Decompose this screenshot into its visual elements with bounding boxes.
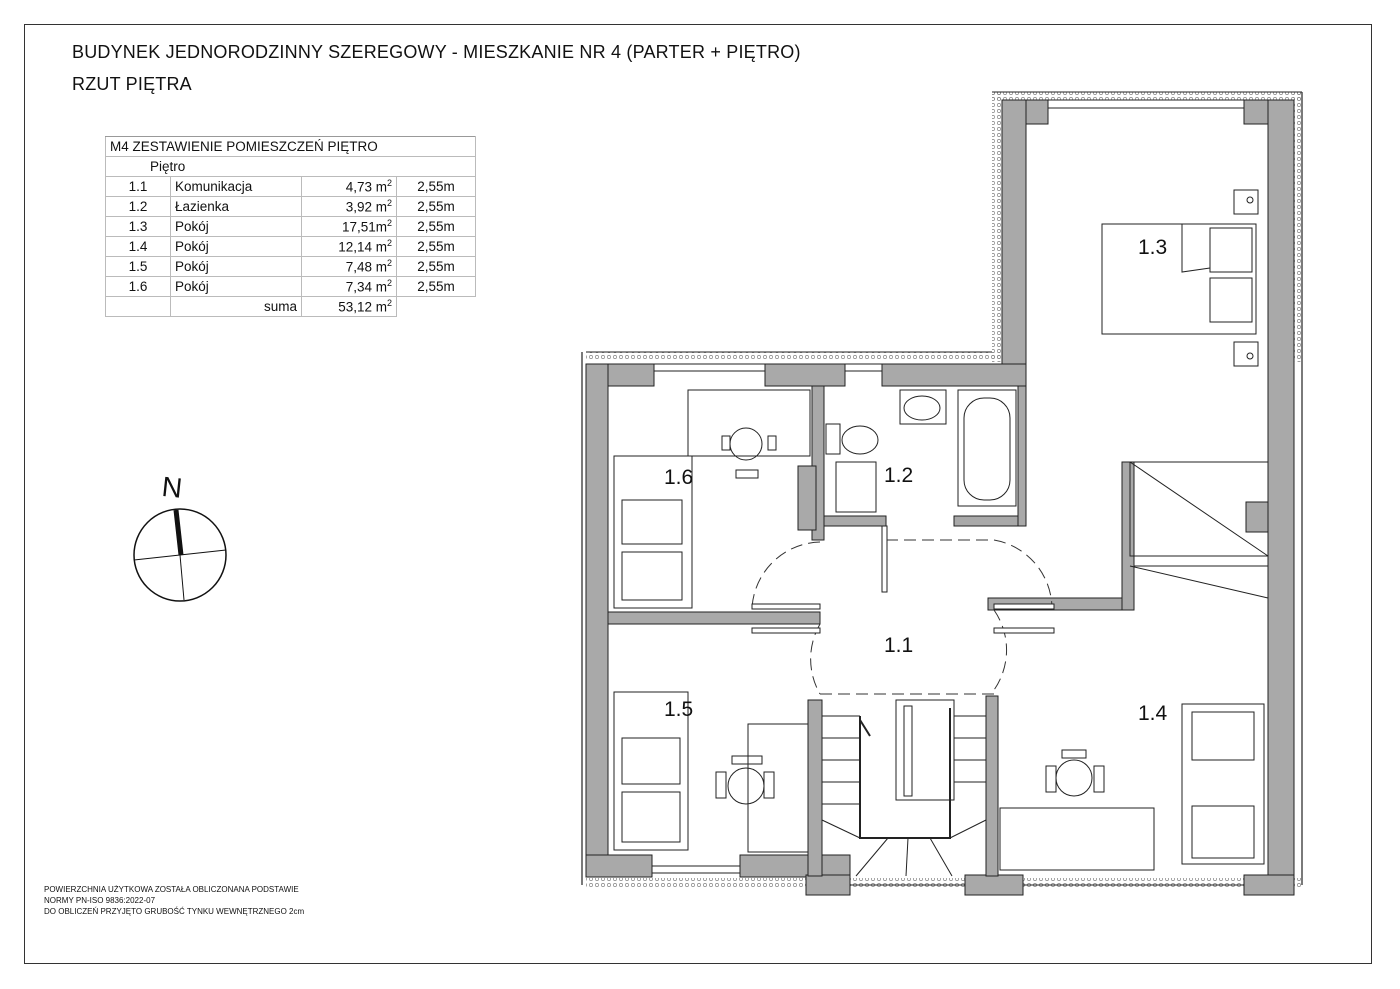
note-line: DO OBLICZEŃ PRZYJĘTO GRUBOŚĆ TYNKU WEWNĘTRZNEGO 2cm [44,907,305,916]
room-height: 2,55m [397,277,476,297]
room-name: Komunikacja [171,177,302,197]
room-number: 1.3 [106,217,171,237]
room-number: 1.4 [106,237,171,257]
room-area: 4,73 $m^2$ [302,177,397,197]
compass-needle [176,510,181,555]
room-label-1-1: 1.1 [884,634,914,657]
compass [134,471,226,601]
room-name: Pokój [171,257,302,277]
stairs [822,700,986,876]
schedule-title: M4 ZESTAWIENIE POMIESZCZEŃ PIĘTRO [106,137,476,157]
sum-value: 53,12 $m^2$ [302,297,397,317]
room-number: 1.2 [106,197,171,217]
room-label-1-6: 1.6 [664,466,694,489]
room-name: Pokój [171,237,302,257]
room-area: $17,51m^2$ [302,217,397,237]
room-number: 1.1 [106,177,171,197]
insulation [586,352,1000,361]
room-height: 2,55m [397,177,476,197]
insulation [992,92,1001,362]
room-label-1-3: 1.3 [1138,236,1168,259]
insulation [992,92,1302,100]
room-number: 1.5 [106,257,171,277]
drawing-title: BUDYNEK JEDNORODZINNY SZEREGOWY - MIESZKANIE NR 4 (PARTER + PIĘTRO) [72,42,801,62]
room-height: 2,55m [397,237,476,257]
note-line: POWIERZCHNIA UŻYTKOWA ZOSTAŁA OBLICZONANA PODSTAWIE [44,885,299,894]
room-name: Pokój [171,277,302,297]
area-calculation-note [44,884,304,917]
insulation [586,878,1302,887]
sum-label: suma [171,297,302,317]
schedule-level: Piętro [106,157,476,177]
compass-north-label: N [160,470,184,504]
room-area: 7,48 $m^2$ [302,257,397,277]
room-height: 2,55m [397,217,476,237]
note-line: NORMY PN-ISO 9836:2022-07 [44,896,156,905]
bed [1102,224,1256,334]
drawing-subtitle: RZUT PIĘTRA [72,74,192,94]
room-label-1-5: 1.5 [664,698,694,721]
room-area: 12,14 $m^2$ [302,237,397,257]
room-name: Łazienka [171,197,302,217]
room-area: 7,34 $m^2$ [302,277,397,297]
room-label-1-4: 1.4 [1138,702,1168,725]
room-name: Pokój [171,217,302,237]
room-height: 2,55m [397,257,476,277]
room-label-1-2: 1.2 [884,464,914,487]
room-area: 3,92 $m^2$ [302,197,397,217]
room-number: 1.6 [106,277,171,297]
room-height: 2,55m [397,197,476,217]
